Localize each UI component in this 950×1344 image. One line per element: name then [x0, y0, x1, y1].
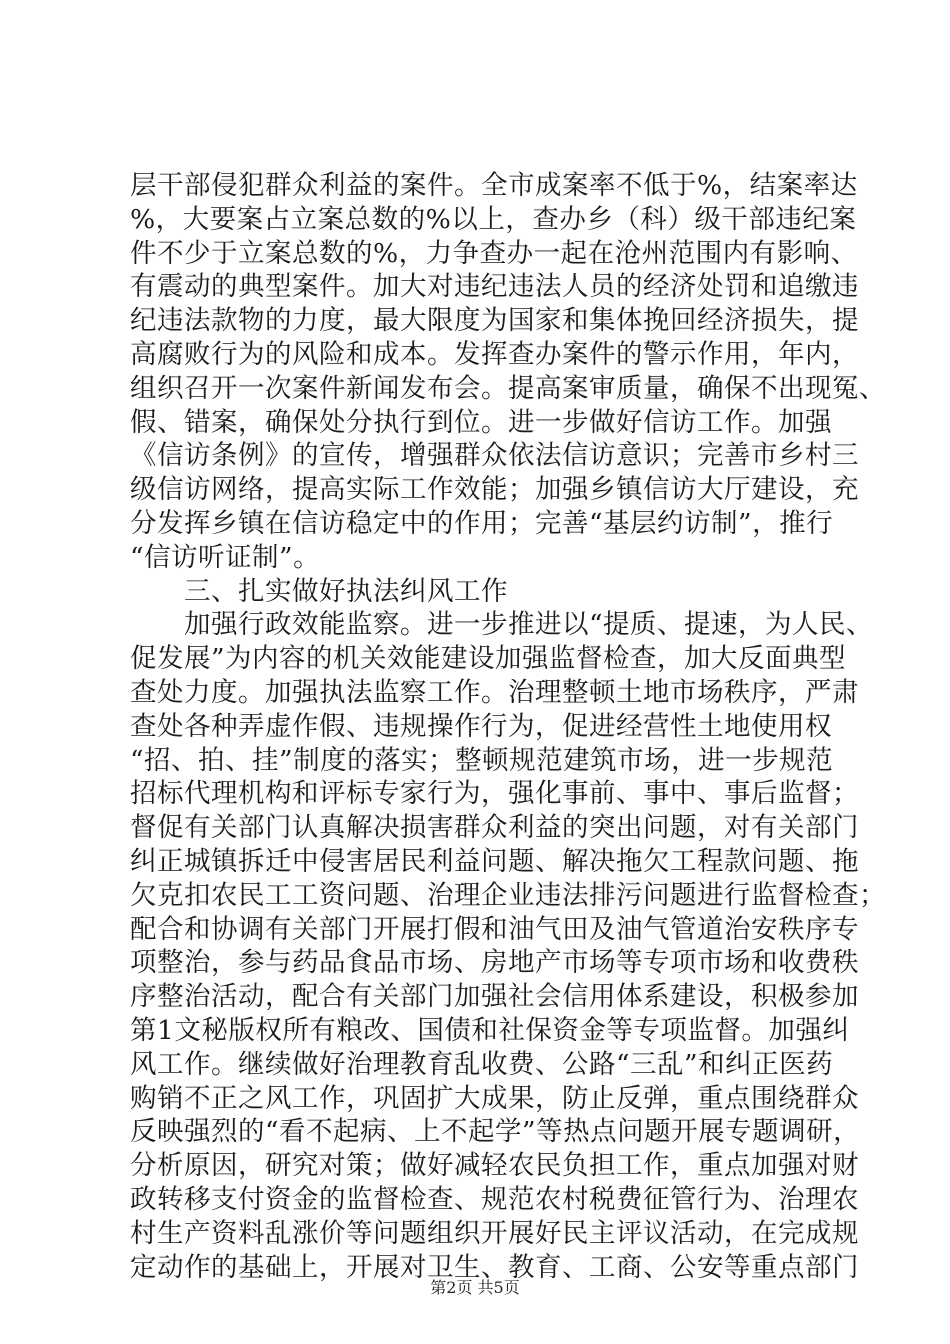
text-line: 欠克扣农民工工资问题、治理企业违法排污问题进行监督检查；: [130, 879, 886, 911]
text-line: 政转移支付资金的监督检查、规范农村税费征管行为、治理农: [130, 1183, 859, 1215]
text-line: 招标代理机构和评标专家行为，强化事前、事中、事后监督；: [130, 778, 859, 810]
text-line: 纠正城镇拆迁中侵害居民利益问题、解决拖欠工程款问题、拖: [130, 845, 859, 877]
text-line: 级信访网络，提高实际工作效能；加强乡镇信访大厅建设，充: [130, 474, 859, 506]
text-line: 序整治活动，配合有关部门加强社会信用体系建设，积极参加: [130, 981, 859, 1013]
text-line: 项整治，参与药品食品市场、房地产市场等专项市场和收费秩: [130, 947, 859, 979]
body-text: [130, 169, 886, 1284]
text-line: 假、错案，确保处分执行到位。进一步做好信访工作。加强: [130, 406, 832, 438]
text-line: 村生产资料乱涨价等问题组织开展好民主评议活动，在完成规: [130, 1217, 859, 1249]
text-line: 第1文秘版权所有粮改、国债和社保资金等专项监督。加强纠: [130, 1014, 850, 1046]
text-line: 纪违法款物的力度，最大限度为国家和集体挽回经济损失，提: [130, 305, 859, 337]
text-line: 三、扎实做好执法纠风工作: [130, 575, 508, 607]
text-line: 风工作。继续做好治理教育乱收费、公路“三乱”和纠正医药: [130, 1048, 834, 1080]
text-line: “招、拍、挂”制度的落实；整顿规范建筑市场，进一步规范: [130, 744, 834, 776]
text-line: 督促有关部门认真解决损害群众利益的突出问题，对有关部门: [130, 812, 859, 844]
text-line: 分发挥乡镇在信访稳定中的作用；完善“基层约访制”，推行: [130, 507, 834, 539]
text-line: 反映强烈的“看不起病、上不起学”等热点问题开展专题调研，: [130, 1116, 861, 1148]
text-line: 有震动的典型案件。加大对违纪违法人员的经济处罚和追缴违: [130, 271, 859, 303]
text-line: 购销不正之风工作，巩固扩大成果，防止反弹，重点围绕群众: [130, 1082, 859, 1114]
text-line: 组织召开一次案件新闻发布会。提高案审质量，确保不出现冤、: [130, 372, 886, 404]
text-line: 加强行政效能监察。进一步推进以“提质、提速，为人民、: [130, 609, 874, 641]
text-line: 层干部侵犯群众利益的案件。全市成案率不低于%，结案率达: [130, 170, 858, 201]
text-line: 《信访条例》的宣传，增强群众依法信访意识；完善市乡村三: [130, 440, 859, 472]
text-line: “信访听证制”。: [130, 541, 321, 573]
text-line: 促发展”为内容的机关效能建设加强监督检查，加大反面典型: [130, 643, 847, 675]
text-line: 查处各种弄虚作假、违规操作行为，促进经营性土地使用权: [130, 710, 832, 742]
text-line: %，大要案占立案总数的%以上，查办乡（科）级干部违纪案: [130, 203, 857, 235]
text-line: 定动作的基础上，开展对卫生、教育、工商、公安等重点部门: [130, 1251, 859, 1283]
page-footer: 第2页 共5页: [430, 1278, 520, 1297]
text-line: 高腐败行为的风险和成本。发挥查办案件的警示作用，年内，: [130, 338, 859, 370]
text-line: 配合和协调有关部门开展打假和油气田及油气管道治安秩序专: [130, 913, 859, 945]
text-line: 件不少于立案总数的%，力争查办一起在沧州范围内有影响、: [130, 237, 858, 269]
text-line: 分析原因，研究对策；做好减轻农民负担工作，重点加强对财: [130, 1150, 859, 1182]
text-line: 查处力度。加强执法监察工作。治理整顿土地市场秩序，严肃: [130, 676, 859, 708]
